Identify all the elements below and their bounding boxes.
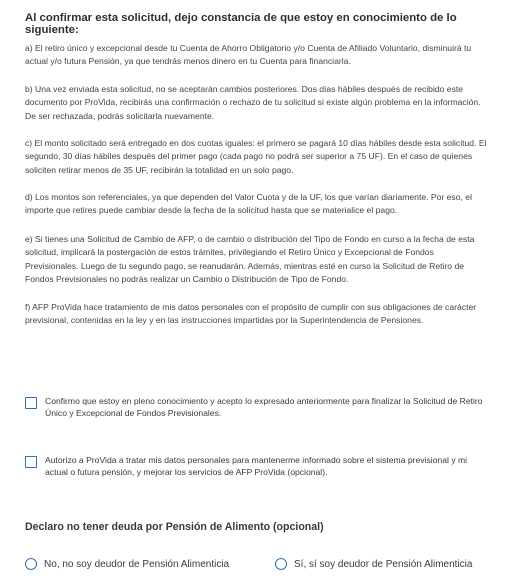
confirm-checkbox[interactable] (25, 397, 37, 409)
terms-paragraph-c: c) El monto solicitado será entregado en dos cuotas iguales: el primero se pagará 10 días hábiles desde esta solicitud. El segundo, 30 días hábiles después del primer pago (cada pago no podrá ser superior a 75 UF). En el caso de quienes soliciten retirar menos de 35 UF, recibirán la totalidad en un solo pago. (25, 138, 487, 175)
alimony-option-no[interactable] (25, 558, 229, 570)
confirm-checkbox-row[interactable] (25, 396, 485, 419)
authorize-data-checkbox-label[interactable]: Autorizo a ProVida a tratar mis datos personales para mantenerme informado sobre el sistema previsional y mi actual o futura pensión, y mejorar los servicios de AFP ProVida (opcional). (45, 455, 468, 477)
authorize-data-checkbox[interactable] (25, 456, 37, 468)
terms-paragraph-f: f) AFP ProVida hace tratamiento de mis datos personales con el propósito de cumplir con sus obligaciones de carácter previsional, contenidas en la ley y en las instrucciones impartidas por la Superintendencia de Pensiones. (25, 302, 477, 326)
alimony-option-si[interactable] (275, 558, 472, 570)
page-heading: Al confirmar esta solicitud, dejo constancia de que estoy en conocimiento de lo siguiente: (25, 12, 457, 36)
alimony-no-label[interactable]: No, no soy deudor de Pensión Alimenticia (44, 558, 230, 570)
terms-paragraph-e: e) Si tienes una Solicitud de Cambio de AFP, o de cambio o distribución del Tipo de Fondo en curso a la fecha de esta solicitud, implicará la postergación de estos trámites, privilegiando el Retiro Único y Excepcional de Fondos Previsionales. Luego de tu segundo pago, se reanudarán. Además, mientras esté en curso la Solicitud de Retiro de Fondos Previsionales no podrás realizar un Cambio o Distribución de Tipo de Fondo. (25, 234, 475, 284)
alimony-si-radio[interactable] (275, 558, 287, 570)
confirm-checkbox-label[interactable]: Confirmo que estoy en pleno conocimiento y acepto lo expresado anteriormente para finalizar la Solicitud de Retiro Único y Excepcional de Fondos Previsionales. (45, 396, 483, 418)
authorize-data-checkbox-row[interactable] (25, 455, 485, 478)
alimony-no-radio[interactable] (25, 558, 37, 570)
terms-paragraph-a: a) El retiro único y excepcional desde tu Cuenta de Ahorro Obligatorio y/o Cuenta de Afiliado Voluntario, disminuirá tu actual y/o futura Pensión, ya que tendrás menos dinero en tu Cuenta para financiarla. (25, 43, 472, 67)
alimony-section-title: Declaro no tener deuda por Pensión de Alimento (opcional) (25, 521, 324, 533)
terms-paragraph-b: b) Una vez enviada esta solicitud, no se aceptarán cambios posteriores. Dos días hábiles después de recibido este documento por ProVida, recibirás una confirmación o rechazo de tu solicitud si existe algún problema en la información. De ser rechazada, podrás solicitarla nuevamente. (25, 84, 481, 121)
terms-paragraph-d: d) Los montos son referenciales, ya que dependen del Valor Cuota y de la UF, los que varían diariamente. Por eso, el importe que retires puede cambiar desde la fecha de la solicitud hasta que se materialice el pago. (25, 192, 472, 216)
alimony-si-label[interactable]: Sí, sí soy deudor de Pensión Alimenticia (294, 558, 473, 570)
